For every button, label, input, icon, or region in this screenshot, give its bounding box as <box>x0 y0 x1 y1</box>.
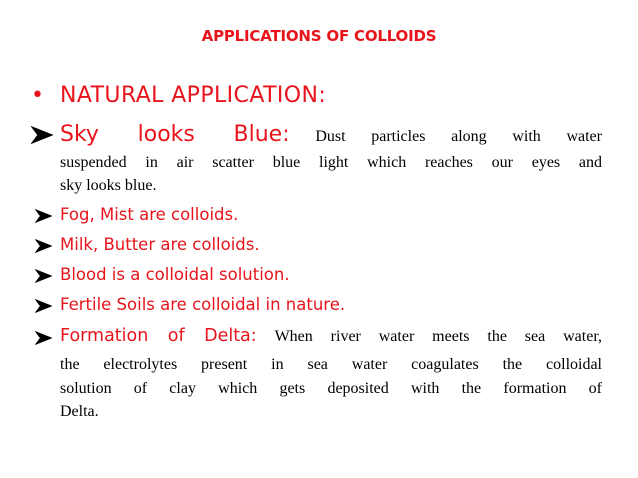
arrowhead-bullet-icon <box>35 331 52 345</box>
delta-text-line3: solution of clay which gets deposited with the formation of <box>60 380 602 397</box>
list-item: Fog, Mist are colloids. <box>60 205 239 224</box>
delta-text-line1: When river water meets the sea water, <box>274 328 603 345</box>
list-item: Milk, Butter are colloids. <box>60 235 260 254</box>
section-heading: NATURAL APPLICATION: <box>60 83 327 108</box>
sky-text-line3: sky looks blue. <box>60 177 157 194</box>
arrowhead-bullet-icon <box>35 239 52 253</box>
round-bullet-icon: • <box>31 83 44 108</box>
sky-heading: Sky looks Blue: <box>60 122 290 147</box>
arrowhead-bullet-icon <box>31 126 53 144</box>
slide-title: APPLICATIONS OF COLLOIDS <box>201 27 437 45</box>
sky-text-line1: Dust particles along with water <box>315 128 602 145</box>
sky-text-line2: suspended in air scatter blue light which reaches our eyes and <box>60 154 602 171</box>
list-item: Fertile Soils are colloidal in nature. <box>60 295 346 314</box>
arrowhead-bullet-icon <box>35 269 52 283</box>
delta-heading: Formation of Delta: <box>60 326 257 346</box>
sky-line <box>60 122 602 150</box>
delta-text-line4: Delta. <box>60 403 99 420</box>
delta-text-line2: the electrolytes present in sea water coagulates the colloidal <box>60 356 602 373</box>
list-item: Blood is a colloidal solution. <box>60 265 290 284</box>
delta-line <box>60 326 602 346</box>
arrowhead-bullet-icon <box>35 299 52 313</box>
arrowhead-bullet-icon <box>35 209 52 223</box>
